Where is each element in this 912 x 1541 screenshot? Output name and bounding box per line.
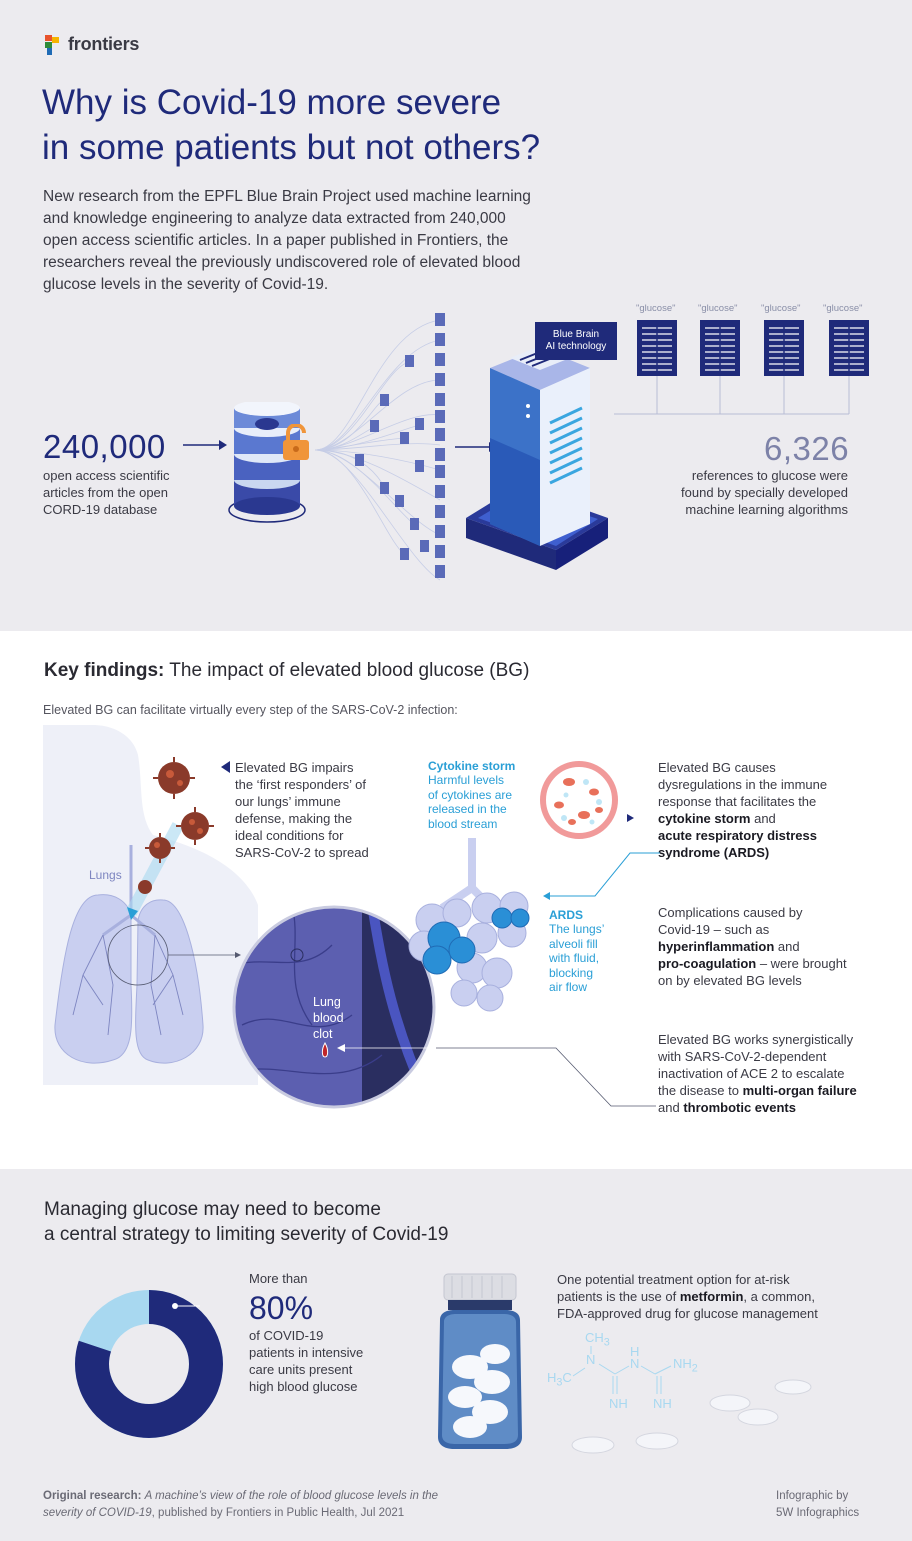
alveoli-icon [402,838,547,1018]
glucose-tag: "glucose" [636,303,676,314]
article-network-graphic [315,310,455,590]
intro-paragraph: New research from the EPFL Blue Brain Project used machine learning and knowledge engineering to analyze data extracted from 240,000 open access scientific articles. In a paper published in Frontiers, the researchers reveal the previously undiscovered role of elevated blood glucose levels in the severity of Covid-19. [43,188,531,293]
references-count: 6,326 [764,430,850,467]
first-responders-note: Elevated BG impairs the ‘first responders’ of our lungs’ immune defense, making the ideal conditions for SARS-CoV-2 to spread [235,760,369,860]
glucose-documents-graphic [614,318,884,418]
database-icon [226,402,316,527]
original-research-citation: Original research: A machine’s view of the role of blood glucose levels in the severity of COVID-19, published by Frontiers in Public Health, Jul 2021 [43,1490,439,1519]
ai-technology-label: Blue Brain AI technology [535,322,617,360]
key-findings-subtitle: Elevated BG can facilitate virtually every step of the SARS-CoV-2 infection: [43,703,458,717]
synergistic-note: Elevated BG works synergistically with SARS-CoV-2-dependent inactivation of ACE 2 to escalate the disease to multi-organ failure and thrombotic events [658,1032,857,1115]
percent-donut-chart [72,1287,226,1441]
more-than-label: More than [249,1271,308,1286]
immune-response-note: Elevated BG causes dysregulations in the immune response that facilitates the cytokine storm and acute respiratory distress syndrome (ARDS) [658,760,828,860]
ards-label: ARDS The lungs’ alveoli fill with fluid, blocking air flow [549,908,605,994]
references-caption: references to glucose were found by specially developed machine learning algorithms [681,468,848,517]
pill-bottle-icon [430,1272,530,1452]
lung-blood-clot-label: Lung blood clot [313,995,344,1041]
lungs-label: Lungs [89,868,122,882]
treatment-note: One potential treatment option for at-risk patients is the use of metformin, a common, FDA-approved drug for glucose management [557,1272,818,1321]
articles-count: 240,000 [43,428,166,465]
percent-caption: of COVID-19 patients in intensive care units present high blood glucose [249,1328,364,1394]
glucose-tag: "glucose" [761,303,801,314]
frontiers-logo-icon [44,35,62,55]
percent-value: 80% [249,1290,314,1326]
glucose-tag: "glucose" [698,303,738,314]
blood-cells-icon [524,760,636,842]
infographic-credit: Infographic by 5W Infographics [776,1490,860,1519]
brand-logo[interactable] [44,34,139,55]
pointer-left-icon [220,760,232,774]
ards-connector-line [540,850,660,900]
pills-icon [565,1375,815,1460]
cytokine-storm-label: Cytokine storm Harmful levels of cytokines are released in the blood stream [428,759,516,831]
virus-icons [132,755,222,900]
open-lock-icon [280,424,314,462]
metformin-structure: $CH_3$ N H N $NH_2$ $H_3C$ NH NH [547,1330,698,1411]
brand-name: frontiers [68,34,140,54]
articles-caption: open access scientific articles from the open CORD-19 database [43,468,170,517]
glucose-tag: "glucose" [823,303,863,314]
page-title: Why is Covid-19 more severe in some patients but not others? [42,83,541,167]
managing-title: Managing glucose may need to become a central strategy to limiting severity of Covid-19 [44,1199,449,1245]
key-findings-title: Key findings: The impact of elevated blood glucose (BG) [44,660,530,681]
donut-marker [172,1303,178,1309]
complications-note: Complications caused by Covid-19 – such as hyperinflammation and pro-coagulation – were brought on by elevated BG levels [658,905,847,988]
arrow-right-icon [183,438,227,452]
